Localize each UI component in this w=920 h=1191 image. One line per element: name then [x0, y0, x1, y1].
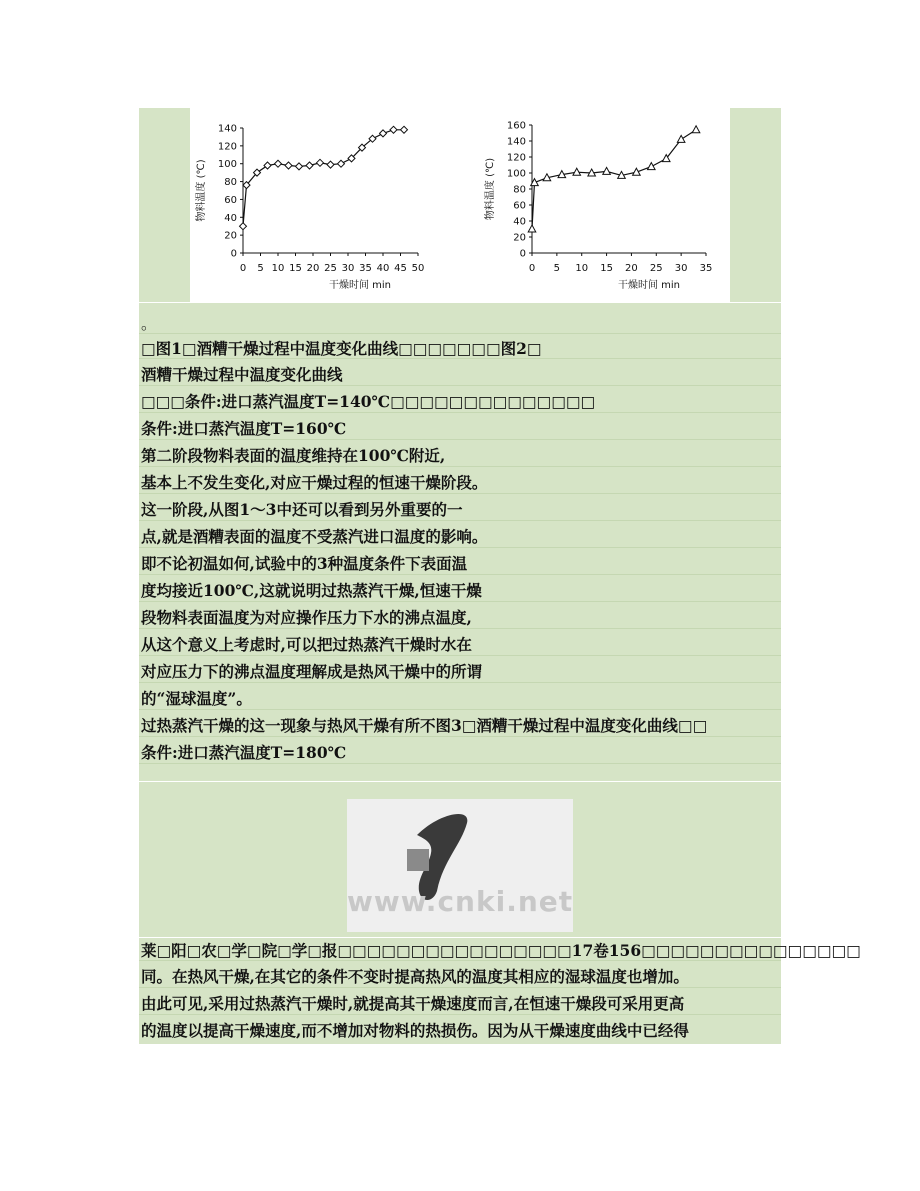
y-tick-label: 20 [513, 232, 526, 244]
y-tick-label: 40 [224, 212, 237, 224]
y-tick-label: 100 [506, 168, 526, 180]
series-line [243, 130, 404, 226]
y-tick-label: 0 [230, 248, 237, 260]
line-separator [139, 547, 781, 548]
text-line: 同。在热风干燥,在其它的条件不变时提高热风的温度其相应的湿球温度也增加。 [141, 967, 689, 986]
y-tick-label: 160 [506, 120, 526, 132]
data-point [603, 167, 611, 174]
text-line: 的温度以提高干燥速度,而不增加对物料的热损伤。因为从干燥速度曲线中已经得 [141, 1021, 689, 1040]
x-tick-label: 20 [625, 263, 638, 274]
line-separator [139, 987, 781, 988]
journal-header: 莱□阳□农□学□院□学□报□□□□□□□□□□□□□□□□17卷156□□□□□□□□□□□□□□□ [141, 941, 861, 960]
fig1-condition: □□□条件:进口蒸汽温度T=140℃□□□□□□□□□□□□□□ [141, 392, 596, 411]
text-line: 即不论初温如何,试验中的3种温度条件下表面温 [141, 554, 468, 573]
x-tick-label: 0 [239, 263, 247, 274]
y-tick-label: 20 [224, 230, 237, 242]
fig2-caption: 酒糟干燥过程中温度变化曲线 [141, 365, 343, 384]
line-separator [139, 960, 781, 961]
line-separator [139, 358, 781, 359]
y-tick-label: 0 [519, 248, 526, 260]
line-separator [139, 333, 781, 334]
text-line: 。 [141, 315, 157, 333]
line-separator [139, 763, 781, 764]
x-tick-label: 30 [341, 263, 355, 274]
data-point [306, 162, 313, 169]
data-point [528, 225, 536, 232]
y-tick-label: 140 [217, 123, 237, 135]
text-line: 度均接近100℃,这就说明过热蒸汽干燥,恒速干燥 [141, 581, 482, 600]
x-tick-label: 30 [674, 263, 688, 274]
fig3-condition: 条件:进口蒸汽温度T=180℃ [141, 743, 347, 762]
x-tick-label: 0 [528, 263, 536, 274]
logo-square [407, 849, 429, 871]
text-line: 的“湿球温度”。 [141, 689, 252, 708]
y-tick-label: 80 [513, 184, 526, 196]
x-tick-label: 10 [271, 263, 285, 274]
x-tick-label: 50 [411, 263, 425, 274]
data-point [401, 126, 408, 133]
logo-text: www.cnki.net [347, 885, 574, 918]
x-tick-label: 25 [324, 263, 337, 274]
y-tick-label: 100 [217, 159, 237, 171]
text-line: 对应压力下的沸点温度理解成是热风干燥中的所谓 [141, 662, 483, 681]
data-point [390, 126, 397, 133]
line-separator [139, 1014, 781, 1015]
line-separator [139, 601, 781, 602]
x-tick-label: 10 [575, 263, 589, 274]
figure-panel [190, 108, 730, 302]
y-tick-label: 140 [506, 136, 526, 148]
line-separator [139, 628, 781, 629]
data-point [573, 168, 581, 175]
data-point [648, 163, 656, 170]
line-separator [139, 655, 781, 656]
data-point [240, 223, 247, 230]
line-separator [139, 439, 781, 440]
x-axis-label: 干燥时间 min [617, 280, 681, 291]
data-point [338, 160, 345, 167]
x-tick-label: 45 [394, 263, 407, 274]
x-tick-label: 5 [553, 263, 561, 274]
y-tick-label: 60 [224, 194, 237, 206]
y-axis-label: 物料温度 (℃) [485, 157, 496, 221]
y-tick-label: 80 [224, 177, 237, 189]
x-tick-label: 5 [257, 263, 264, 274]
y-tick-label: 60 [513, 200, 526, 212]
line-separator [139, 574, 781, 575]
data-point [285, 162, 292, 169]
x-tick-label: 20 [306, 263, 320, 274]
data-point [327, 161, 334, 168]
charts-svg [190, 108, 730, 302]
text-line: 点,就是酒糟表面的温度不受蒸汽进口温度的影响。 [141, 527, 488, 546]
fig3-caption: 过热蒸汽干燥的这一现象与热风干燥有所不图3□酒糟干燥过程中温度变化曲线□□ [141, 716, 708, 735]
text-line: 段物料表面温度为对应操作压力下水的沸点温度, [141, 608, 472, 627]
x-tick-label: 25 [649, 263, 663, 274]
text-line: 从这个意义上考虑时,可以把过热蒸汽干燥时水在 [141, 635, 472, 654]
line-separator [139, 493, 781, 494]
x-tick-label: 15 [600, 263, 613, 274]
fig1-caption: □图1□酒糟干燥过程中温度变化曲线□□□□□□□图2□ [141, 339, 542, 358]
x-tick-label: 35 [699, 263, 713, 274]
line-separator [139, 412, 781, 413]
data-point [296, 163, 303, 170]
text-line: 第二阶段物料表面的温度维持在100℃附近, [141, 446, 446, 465]
line-separator [139, 736, 781, 737]
text-line: 这一阶段,从图1～3中还可以看到另外重要的一 [141, 500, 463, 519]
text-line: 由此可见,采用过热蒸汽干燥时,就提高其干燥速度而言,在恒速干燥段可采用更高 [141, 994, 685, 1013]
text-line: 基本上不发生变化,对应干燥过程的恒速干燥阶段。 [141, 473, 488, 492]
line-separator [139, 682, 781, 683]
cnki-logo [347, 799, 573, 932]
y-tick-label: 120 [217, 141, 237, 153]
data-point [677, 135, 685, 142]
y-tick-label: 40 [513, 216, 526, 228]
fig2-condition: 条件:进口蒸汽温度T=160℃ [141, 419, 347, 438]
x-tick-label: 15 [289, 263, 302, 274]
line-separator [139, 385, 781, 386]
x-tick-label: 35 [359, 263, 372, 274]
line-separator [139, 709, 781, 710]
series-line [532, 130, 696, 229]
data-point [264, 162, 271, 169]
line-separator [139, 466, 781, 467]
data-point [317, 159, 324, 166]
data-point [380, 130, 387, 137]
y-tick-label: 120 [506, 152, 526, 164]
data-point [275, 160, 282, 167]
x-axis-label: 干燥时间 min [328, 280, 392, 291]
line-separator [139, 520, 781, 521]
data-point [692, 126, 700, 133]
x-tick-label: 40 [376, 263, 390, 274]
y-axis-label: 物料温度 (℃) [196, 159, 207, 222]
